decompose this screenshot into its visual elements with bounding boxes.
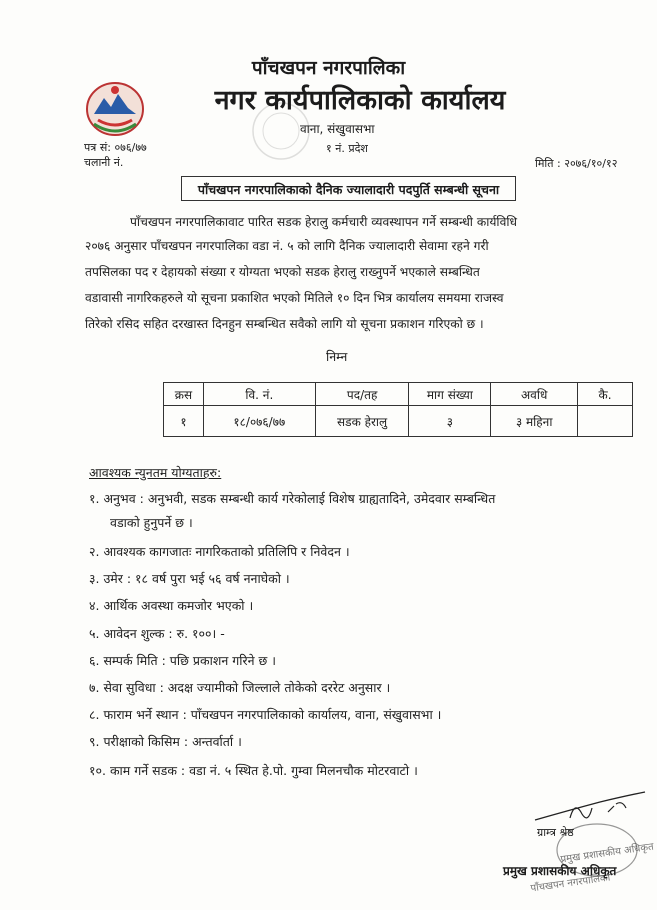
table-header: कै. [578,383,633,406]
stamp-text: पाँचखपन नगरपालिका [529,872,611,895]
letter-number: पत्र सं: ०७६/७७ [84,141,147,154]
table-cell: १ [164,406,204,437]
requirement-item: ९. परीक्षाको किसिम : अन्तर्वार्ता । [89,734,242,749]
letter-date: मिति : २०७६/१०/१२ [535,157,618,170]
office-address: वाना, संखुवासभा [300,122,375,136]
notice-title: पाँचखपन नगरपालिकाको दैनिक ज्यालादारी पदपुर्ति सम्बन्धी सूचना [197,182,500,197]
table-header: माग संख्या [409,383,491,406]
notice-line: तिरेको रसिद सहित दरखास्त दिनहुन सम्बन्धित सवैको लागि यो सूचना प्रकाशन गरिएको छ । [85,317,484,331]
table-cell: १८/०७६/७७ [203,406,315,437]
requirement-item: १. अनुभव : अनुभवी, सडक सम्बन्धी कार्य गरेकोलाई विशेष ग्राह्यतादिने, उमेदवार सम्बन्धित [89,491,496,506]
table-row [164,406,633,437]
vacancy-table [163,382,633,437]
office-title: नगर कार्यपालिकाको कार्यालय [214,85,506,116]
requirement-item: ४. आर्थिक अवस्था कमजोर भएको । [89,598,254,613]
notice-title-box [181,176,516,201]
requirements-heading: आवश्यक न्युनतम योग्यताहरु: [89,465,222,480]
requirement-item: १०. काम गर्ने सडक : वडा नं. ५ स्थित हे.पो. गुम्वा मिलनचौक मोटरवाटो । [89,763,418,778]
requirement-item: २. आवश्यक कागजातः नागरिकताको प्रतिलिपि र निवेदन । [89,544,350,559]
table-cell: ३ महिना [491,406,578,437]
province: १ नं. प्रदेश [326,142,368,155]
notice-line: पाँचखपन नगरपालिकावाट पारित सडक हेरालु कर्मचारी व्यवस्थापन गर्ने सम्बन्धी कार्यविधि [130,215,518,229]
table-header: वि. नं. [203,383,315,406]
dispatch-number: चलानी नं. [84,156,124,169]
table-header-row [164,383,633,406]
table-header: क्रस [164,383,204,406]
requirement-item: ५. आवेदन शुल्क : रु. १००। - [89,626,225,641]
signatory-title: प्रमुख प्रशासकीय अधिकृत [503,864,617,878]
signatory-name: ग्राम्त्र श्रेष्ठ [537,826,574,839]
notice-line: तपसिलका पद र देहायको संख्या र योग्यता भएको सडक हेरालु राख्नुपर्ने भएकाले सम्बन्धित [85,265,480,279]
table-cell [578,406,633,437]
notice-line: २०७६ अनुसार पाँचखपन नगरपालिका वडा नं. ५ को लागि दैनिक ज्यालादारी सेवामा रहने गरी [85,239,489,253]
requirement-item: ८. फाराम भर्ने स्थान : पाँचखपन नगरपालिकाको कार्यालय, वाना, संखुवासभा । [89,707,442,722]
below-label: निम्न [326,349,348,364]
stamp-text: प्रमुख प्रशासकीय अधिकृत [559,841,655,866]
requirement-item: ३. उमेर : १८ वर्ष पुरा भई ५६ वर्ष ननाघेको । [89,571,290,586]
municipality-name: पाँचखपन नगरपालिका [251,57,406,79]
requirement-item: ७. सेवा सुविधा : अदक्ष ज्यामीको जिल्लाले तोकेको दररेट अनुसार । [89,680,391,695]
table-header: अवधि [491,383,578,406]
notice-line: वडावासी नागरिकहरुले यो सूचना प्रकाशित भएको मितिले १० दिन भित्र कार्यालय समयमा राजस्व [85,291,504,305]
nepal-emblem-logo [84,80,146,138]
table-header: पद/तह [315,383,409,406]
requirement-item: वडाको हुनुपर्ने छ । [110,515,193,530]
requirement-item: ६. सम्पर्क मिति : पछि प्रकाशन गरिने छ । [89,653,276,668]
table-cell: ३ [409,406,491,437]
table-cell: सडक हेरालु [315,406,409,437]
